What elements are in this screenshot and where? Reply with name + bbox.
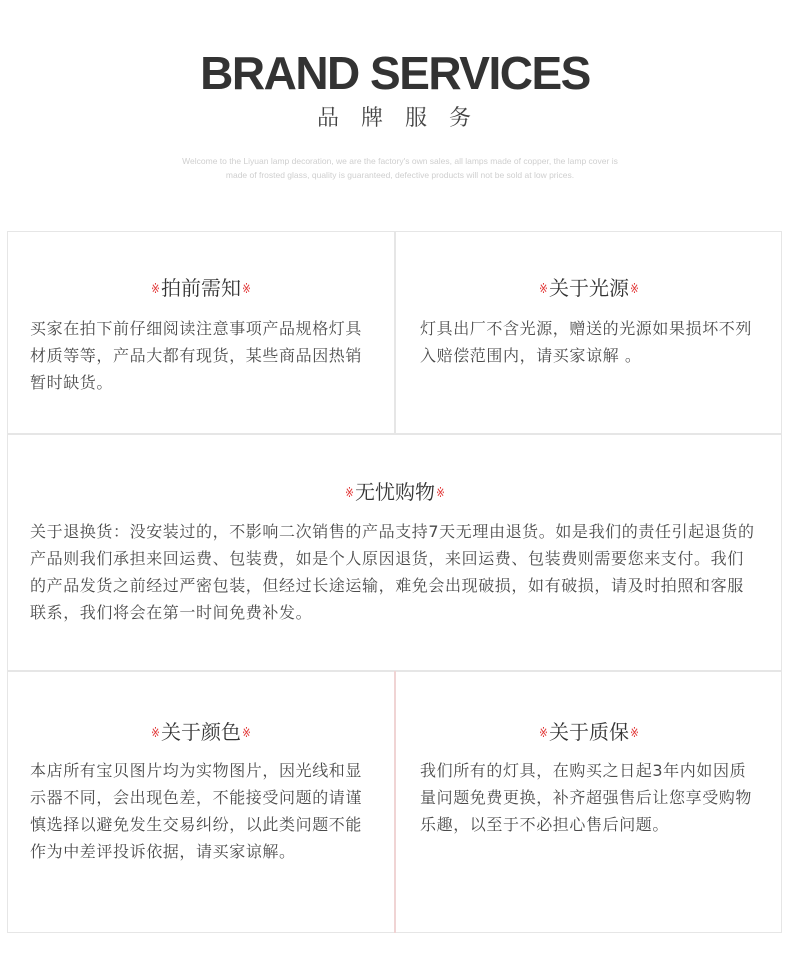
page-title-cn: 品牌服务	[316, 106, 493, 131]
decorative-mark-icon: ※	[630, 282, 639, 297]
section-body: 买家在拍下前仔细阅读注意事项产品规格灯具材质等等，产品大都有现货，某些商品因热销暂时缺货。	[30, 319, 363, 392]
section-heading	[396, 274, 782, 304]
decorative-mark-icon: ※	[151, 726, 160, 741]
welcome-text	[140, 154, 660, 182]
section-title: 关于光源	[549, 276, 629, 300]
section-title: 关于质保	[549, 720, 629, 744]
decorative-mark-icon: ※	[242, 726, 251, 741]
section-color	[8, 672, 394, 933]
decorative-mark-icon: ※	[345, 486, 354, 501]
section-worry-free	[8, 435, 782, 670]
section-warranty	[396, 672, 782, 933]
decorative-mark-icon: ※	[151, 282, 160, 297]
decorative-mark-icon: ※	[539, 282, 548, 297]
section-body: 关于退换货：没安装过的，不影响二次销售的产品支持7天无理由退货。如是我们的责任引起退货的产品则我们承担来回运费、包装费，如是个人原因退货，来回运费、包装费则需要您来支付。我们的产品发货之前经过严密包装，但经过长途运输，难免会出现破损，如有破损，请及时拍照和客服联系，我们将会在第一时间免费补发。	[30, 522, 755, 622]
section-light-source	[396, 232, 782, 433]
section-before-purchase	[8, 232, 394, 433]
section-heading	[8, 718, 394, 748]
section-title: 拍前需知	[161, 276, 241, 300]
decorative-mark-icon: ※	[539, 726, 548, 741]
section-body: 我们所有的灯具，在购买之日起3年内如因质量问题免费更换，补齐超强售后让您享受购物乐趣，以至于不必担心售后问题。	[420, 761, 753, 834]
welcome-line-2: made of frosted glass, quality is guaranteed, defective products will not be sold at low prices.	[225, 170, 575, 180]
section-heading	[8, 274, 394, 304]
welcome-line-1: Welcome to the Liyuan lamp decoration, we are the factory's own sales, all lamps made of copper, the lamp cover is	[182, 156, 618, 166]
section-title: 关于颜色	[161, 720, 241, 744]
decorative-mark-icon: ※	[630, 726, 639, 741]
section-title: 无忧购物	[355, 480, 435, 504]
services-grid	[7, 231, 782, 933]
decorative-mark-icon: ※	[436, 486, 445, 501]
section-heading	[8, 478, 782, 508]
decorative-mark-icon: ※	[242, 282, 251, 297]
page-title-en: BRAND SERVICES	[200, 47, 590, 99]
section-heading	[396, 718, 782, 748]
section-body: 本店所有宝贝图片均为实物图片，因光线和显示器不同，会出现色差，不能接受问题的请谨慎选择以避免发生交易纠纷，以此类问题不能作为中差评投诉依据，请买家谅解。	[30, 761, 363, 861]
section-body: 灯具出厂不含光源，赠送的光源如果损坏不列入赔偿范围内，请买家谅解 。	[420, 319, 753, 365]
